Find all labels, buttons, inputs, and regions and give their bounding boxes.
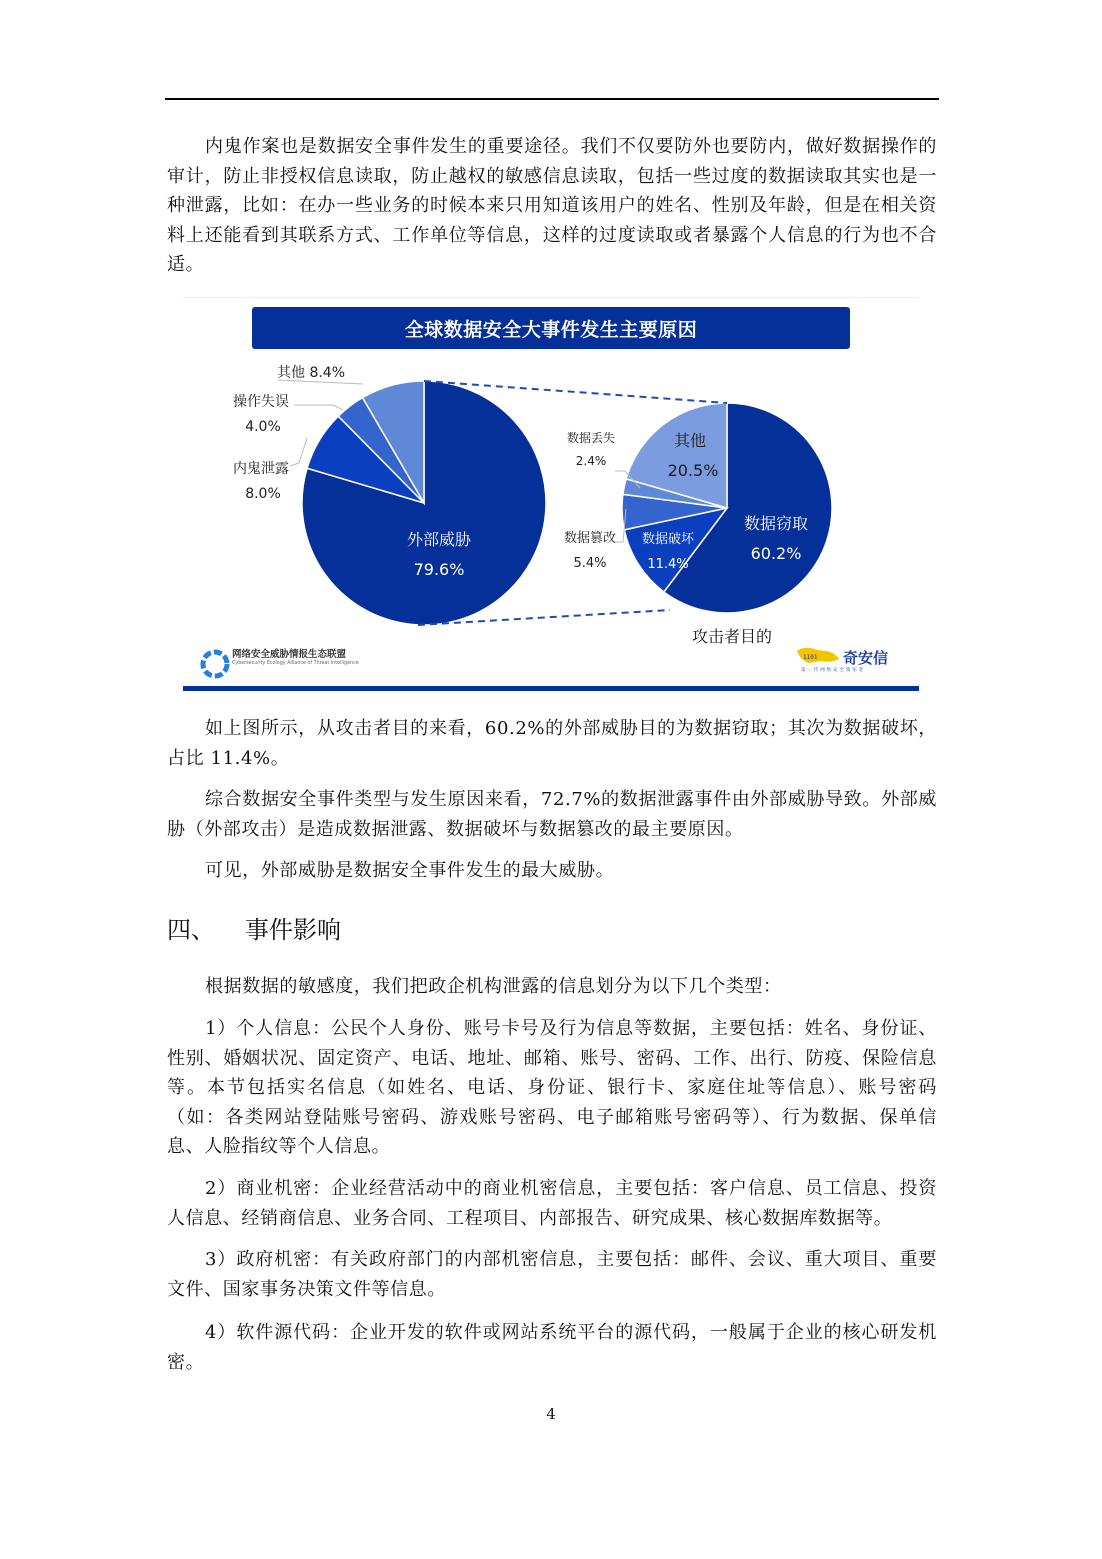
label-data-loss-name: 数据丢失 xyxy=(566,431,616,445)
figure-bottom-bar xyxy=(183,686,919,691)
label-data-loss-value: 2.4% xyxy=(575,454,607,468)
label-insider-name: 内鬼泄露 xyxy=(233,461,289,477)
label-external-value: 79.6% xyxy=(413,560,465,579)
paragraph-business-secret: 2）商业机密：企业经营活动中的商业机密信息，主要包括：客户信息、员工信息、投资人信息、经销商信息、业务合同、工程项目、内部报告、研究成果、核心数据库数据等。 xyxy=(167,1178,937,1229)
paragraph-source-code: 4）软件源代码：企业开发的软件或网站系统平台的源代码，一般属于企业的核心研发机密。 xyxy=(167,1322,937,1373)
figure-title: 全球数据安全大事件发生主要原因 xyxy=(252,307,850,349)
svg-text:1101: 1101 xyxy=(803,654,818,661)
leader-line-operation-error xyxy=(294,405,343,410)
figure-data-security-causes xyxy=(183,297,919,693)
alliance-name: 网络安全威胁情报生态联盟 xyxy=(232,649,347,660)
label-operation-error-value: 4.0% xyxy=(245,419,281,435)
leader-line-insider xyxy=(290,438,307,466)
label-tampering-name: 数据篡改 xyxy=(563,531,617,546)
section-heading xyxy=(167,910,341,945)
alliance-subtitle: Cybersecurity Ecology Alliance of Threat Intelligence xyxy=(232,661,359,666)
alliance-logo xyxy=(200,649,359,667)
paragraph-attacker-goal: 如上图所示，从攻击者目的来看，60.2%的外部威胁目的为数据窃取；其次为数据破坏，占比 11.4%。 xyxy=(167,718,937,769)
paragraph-summary: 综合数据安全事件类型与发生原因来看，72.7%的数据泄露事件由外部威胁导致。外部威胁（外部攻击）是造成数据泄露、数据破坏与数据篡改的最主要原因。 xyxy=(167,789,937,840)
section-number: 四、 xyxy=(167,916,215,944)
label-tampering-value: 5.4% xyxy=(573,556,607,571)
label-theft-value: 60.2% xyxy=(750,544,802,563)
qianxin-brand: 奇安信 xyxy=(843,649,889,667)
pie-causes xyxy=(302,381,546,625)
paragraph-government-secret: 3）政府机密：有关政府部门的内部机密信息，主要包括：邮件、会议、重大项目、重要文件、国家事务决策文件等信息。 xyxy=(167,1249,937,1300)
paragraph-insider-threat: 内鬼作案也是数据安全事件发生的重要途径。我们不仅要防外也要防内，做好数据操作的审计，防止非授权信息读取，防止越权的敏感信息读取，包括一些过度的数据读取其实也是一种泄露，比如：在办一些业务的时候本来只用知道该用户的姓名、性别及年龄，但是在相关资料上还能看到其联系方式、工作单位等信息，这样的过度读取或者暴露个人信息的行为也不合适。 xyxy=(167,136,937,275)
right-pie-title: 攻击者目的 xyxy=(691,627,773,646)
pie-attacker-goals xyxy=(622,403,832,613)
label-other-left: 其他 8.4% xyxy=(277,365,346,381)
paragraph-personal-info: 1）个人信息：公民个人身份、账号卡号及行为信息等数据，主要包括：姓名、身份证、性别、婚姻状况、固定资产、电话、地址、邮箱、账号、密码、工作、出行、防疫、保险信息等。本节包括实名信息（如姓名、电话、身份证、银行卡、家庭住址等信息）、账号密码（如：各类网站登陆账号密码、游戏账号密码、电子邮箱账号密码等）、行为数据、保单信息、人脸指纹等个人信息。 xyxy=(167,1018,937,1157)
header-rule xyxy=(165,98,939,100)
label-theft-name: 数据窃取 xyxy=(743,514,809,533)
qianxin-tiger-icon xyxy=(797,648,839,663)
label-other-right-value: 20.5% xyxy=(667,461,719,480)
qianxin-slogan: 第一代网络安全领军者 xyxy=(801,668,865,673)
label-operation-error-name: 操作失误 xyxy=(233,394,289,410)
label-other-right-name: 其他 xyxy=(673,431,707,450)
section-title: 事件影响 xyxy=(245,916,341,944)
page-number: 4 xyxy=(546,1405,556,1423)
label-destruction-value: 11.4% xyxy=(647,557,689,572)
pie-chart-svg xyxy=(183,297,919,693)
label-external-name: 外部威胁 xyxy=(406,530,472,549)
paragraph-classification-intro: 根据数据的敏感度，我们把政企机构泄露的信息划分为以下几个类型： xyxy=(205,976,782,997)
paragraph-conclusion: 可见，外部威胁是数据安全事件发生的最大威胁。 xyxy=(205,860,615,881)
label-insider-value: 8.0% xyxy=(245,486,281,502)
label-destruction-name: 数据破坏 xyxy=(641,532,695,547)
